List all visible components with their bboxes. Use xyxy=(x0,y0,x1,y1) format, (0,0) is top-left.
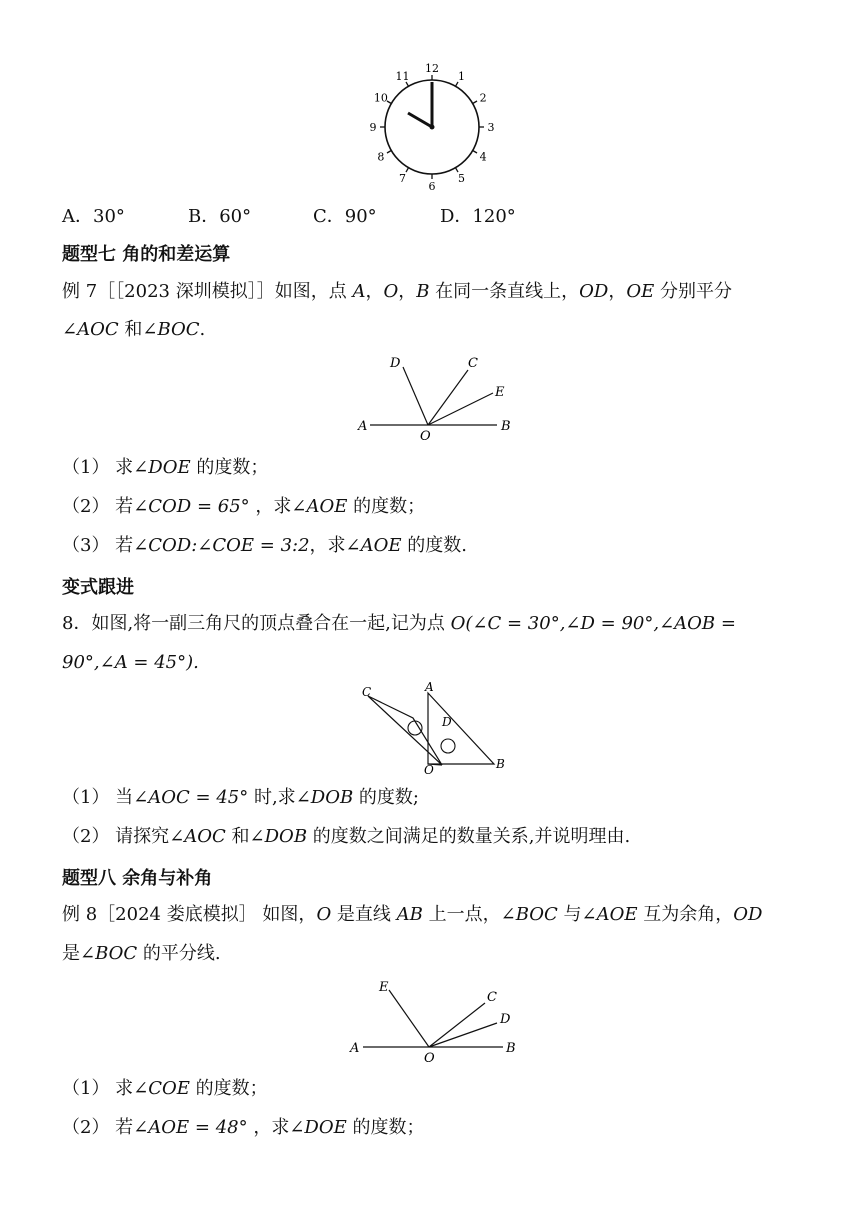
label-O: O xyxy=(424,1051,435,1066)
math-expr: 90°,∠A = 45°). xyxy=(62,652,199,673)
problem8-q2 xyxy=(62,825,630,849)
question-text: 的度数； xyxy=(190,457,269,478)
clock-hour-hand xyxy=(408,113,432,127)
math-var: O xyxy=(316,904,332,925)
math-angle: ∠COE xyxy=(133,1078,190,1099)
math-expr: ∠COD = 65° xyxy=(133,496,250,517)
clock-figure xyxy=(370,62,500,192)
option-a[interactable]: A．30° xyxy=(62,206,125,227)
question-text: 的度数； xyxy=(346,1117,425,1138)
question-text: ，求 xyxy=(247,1117,290,1138)
clock-tick xyxy=(387,151,391,154)
math-angle: ∠BOC xyxy=(80,943,138,964)
example8-line2 xyxy=(62,942,221,966)
example7-text: 在同一条直线上， xyxy=(429,281,580,302)
clock-number: 12 xyxy=(425,62,439,75)
ray-OC xyxy=(429,1003,485,1047)
example8-text: 与 xyxy=(557,904,582,925)
math-expr: ∠AOE = 48° xyxy=(133,1117,248,1138)
math-angle: ∠AOE xyxy=(345,535,402,556)
option-c[interactable]: C．90° xyxy=(313,206,377,227)
figure-example8 xyxy=(345,975,525,1067)
label-A: A xyxy=(350,1041,360,1056)
math-angle: ∠DOE xyxy=(289,1117,347,1138)
sep: ， xyxy=(398,281,417,302)
clock-tick xyxy=(473,151,477,154)
section7-title: 题型七 角的和差运算 xyxy=(62,244,231,265)
problem8-line2 xyxy=(62,651,199,675)
problem8-q1 xyxy=(62,786,419,810)
label-O: O xyxy=(420,429,431,444)
option-b[interactable]: B．60° xyxy=(188,206,252,227)
math-var: A xyxy=(352,281,366,302)
math-angle: ∠DOB xyxy=(295,787,354,808)
clock-number: 6 xyxy=(428,180,436,192)
example7-q2 xyxy=(62,495,425,519)
triangle-30-60 xyxy=(368,696,442,765)
math-angle: ∠AOC xyxy=(169,826,226,847)
variant-title: 变式跟进 xyxy=(62,577,134,598)
clock-tick xyxy=(406,168,409,172)
problem8-text: 8．如图,将一副三角尺的顶点叠合在一起,记为点 xyxy=(62,613,451,634)
math-angle: ∠BOC xyxy=(500,904,558,925)
option-d[interactable]: D．120° xyxy=(440,206,516,227)
question-text: （2） 若 xyxy=(62,1117,134,1138)
example8-line1 xyxy=(62,903,762,927)
question-text: 的度数之间满足的数量关系,并说明理由. xyxy=(307,826,631,847)
label-D: D xyxy=(390,356,401,371)
question-text: 的度数； xyxy=(189,1078,268,1099)
clock-number: 2 xyxy=(479,91,487,105)
question-text: 的度数; xyxy=(353,787,419,808)
example8-q2 xyxy=(62,1116,425,1140)
question-text: ，求 xyxy=(309,535,346,556)
label-O: O xyxy=(424,763,434,775)
ray-OD xyxy=(403,367,428,425)
problem8-line1 xyxy=(62,612,736,636)
question-text: （1） 求 xyxy=(62,457,134,478)
ray-OE xyxy=(428,393,493,425)
figure-problem8 xyxy=(355,680,515,775)
question-text: 时,求 xyxy=(248,787,296,808)
triangle-45 xyxy=(428,693,494,764)
question-text: （1） 求 xyxy=(62,1078,134,1099)
clock-number: 3 xyxy=(487,121,495,134)
example7-text: . xyxy=(199,319,206,340)
question-text: ，求 xyxy=(249,496,292,517)
clock-number: 5 xyxy=(458,172,465,186)
math-var: O xyxy=(383,281,399,302)
clock-number: 10 xyxy=(373,91,388,105)
ray-OC xyxy=(428,370,468,425)
math-var: OE xyxy=(626,281,655,302)
question-text: （2） 若 xyxy=(62,496,134,517)
math-var: B xyxy=(416,281,430,302)
clock-number: 9 xyxy=(370,121,377,134)
example8-text: 互为余角， xyxy=(637,904,734,925)
label-B: B xyxy=(506,1041,516,1056)
ray-OE xyxy=(389,990,429,1047)
ruler-hole xyxy=(408,721,422,735)
label-B: B xyxy=(496,757,505,771)
math-expr: ∠AOC = 45° xyxy=(133,787,249,808)
sep: ， xyxy=(365,281,384,302)
section8-title: 题型八 余角与补角 xyxy=(62,868,213,889)
example7-text: 和 xyxy=(118,319,143,340)
label-D: D xyxy=(442,715,452,729)
label-C: C xyxy=(362,685,372,699)
example8-text: 是 xyxy=(62,943,80,964)
figure-example7 xyxy=(350,350,520,445)
example7-q1 xyxy=(62,456,268,480)
label-B: B xyxy=(501,419,511,434)
label-A: A xyxy=(425,680,434,694)
example8-text: 的平分线. xyxy=(137,943,221,964)
label-D: D xyxy=(500,1012,511,1027)
example8-text: 例 8［2024 娄底模拟］ 如图， xyxy=(62,904,317,925)
clock-number: 1 xyxy=(458,69,465,83)
math-expr: ∠COD:∠COE = 3:2 xyxy=(133,535,310,556)
math-var: OD xyxy=(733,904,763,925)
example7-text: 分别平分 xyxy=(654,281,733,302)
question-text: （3） 若 xyxy=(62,535,134,556)
question-text: 的度数. xyxy=(401,535,467,556)
math-expr: O(∠C = 30°,∠D = 90°,∠AOB = xyxy=(450,613,736,634)
ray-OD xyxy=(429,1023,497,1047)
clock-number: 8 xyxy=(377,150,385,164)
question-text: （1） 当 xyxy=(62,787,134,808)
label-C: C xyxy=(468,356,478,371)
label-A: A xyxy=(358,419,368,434)
clock-number: 7 xyxy=(399,172,406,186)
example8-q1 xyxy=(62,1077,268,1101)
math-var: AB xyxy=(396,904,423,925)
math-angle: ∠AOC xyxy=(62,319,119,340)
clock-number: 4 xyxy=(479,150,487,164)
example7-line1 xyxy=(62,280,732,304)
sep: ， xyxy=(608,281,627,302)
math-var: OD xyxy=(579,281,609,302)
example7-text: 例 7［［2023 深圳模拟］］如图，点 xyxy=(62,281,353,302)
ruler-hole xyxy=(441,739,455,753)
question-text: 的度数； xyxy=(347,496,426,517)
math-angle: ∠BOC xyxy=(142,319,200,340)
label-E: E xyxy=(379,980,389,995)
math-angle: ∠AOE xyxy=(291,496,348,517)
example7-line2 xyxy=(62,318,205,342)
math-angle: ∠DOB xyxy=(249,826,308,847)
label-E: E xyxy=(495,385,505,400)
example7-q3 xyxy=(62,534,467,558)
math-angle: ∠AOE xyxy=(581,904,638,925)
question-text: 和 xyxy=(225,826,250,847)
clock-tick xyxy=(473,101,477,104)
math-angle: ∠DOE xyxy=(133,457,191,478)
clock-center xyxy=(430,125,435,130)
example8-text: 是直线 xyxy=(331,904,397,925)
example8-text: 上一点， xyxy=(422,904,501,925)
label-C: C xyxy=(487,990,497,1005)
clock-number: 11 xyxy=(395,69,410,83)
question-text: （2） 请探究 xyxy=(62,826,170,847)
